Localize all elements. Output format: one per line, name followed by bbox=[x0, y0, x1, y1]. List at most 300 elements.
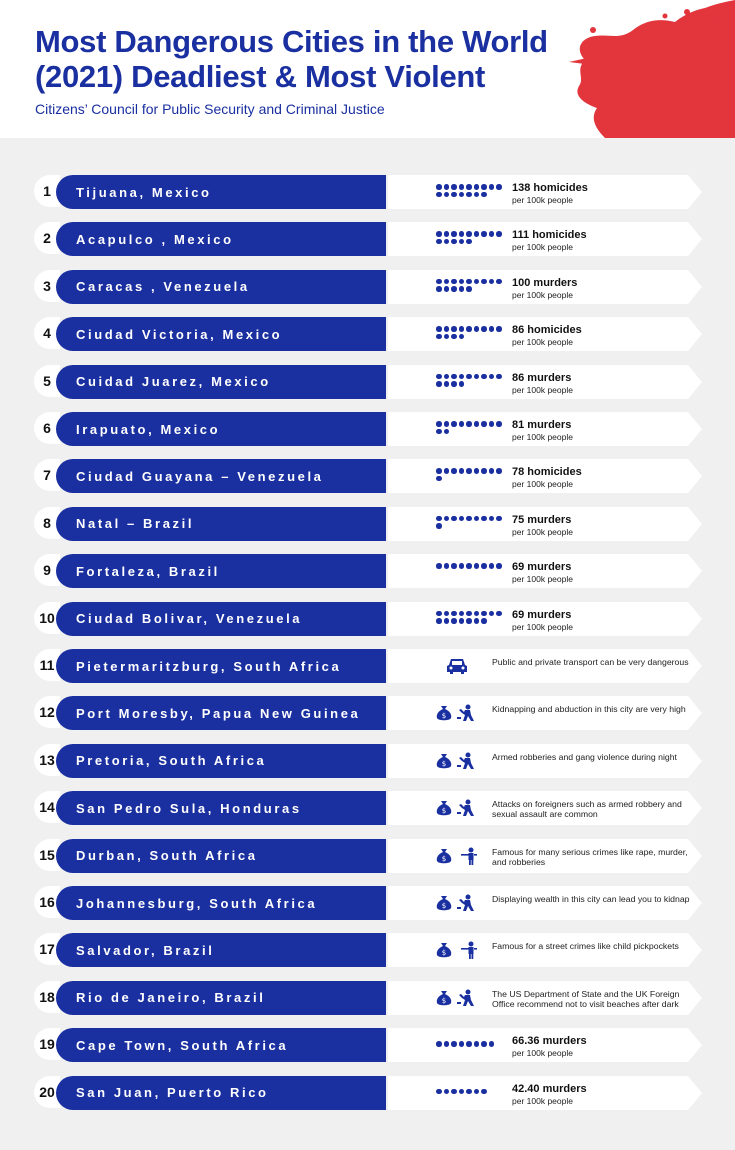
rank-number: 10 bbox=[34, 602, 60, 634]
stat-value: 111 homicides bbox=[512, 229, 587, 242]
city-row bbox=[0, 365, 735, 399]
dot-icon bbox=[436, 523, 442, 529]
dot-icon bbox=[444, 334, 450, 340]
dot-icon bbox=[444, 381, 450, 387]
city-name: Irapuato, Mexico bbox=[76, 421, 221, 437]
info-box-arrow bbox=[688, 1028, 702, 1062]
stat-value: 138 homicides bbox=[512, 182, 588, 194]
rank-number: 2 bbox=[34, 222, 60, 254]
dot-icon bbox=[459, 231, 465, 237]
city-name: Durban, South Africa bbox=[76, 848, 258, 864]
dot-icon bbox=[481, 374, 487, 380]
dot-icon bbox=[496, 279, 502, 285]
page-title: Most Dangerous Cities in the World (2021) Deadliest & Most Violent bbox=[35, 24, 548, 94]
crime-icons bbox=[436, 752, 476, 775]
city-row bbox=[0, 886, 735, 920]
dot-icon bbox=[459, 468, 465, 474]
dot-icon bbox=[451, 279, 457, 285]
dot-rating bbox=[436, 1089, 502, 1095]
rank-number: 12 bbox=[34, 696, 60, 728]
dot-icon bbox=[466, 1041, 472, 1047]
city-row bbox=[0, 933, 735, 967]
info-box-arrow bbox=[688, 317, 702, 351]
dot-icon bbox=[496, 184, 502, 190]
blood-splatter-icon bbox=[565, 0, 735, 138]
dot-icon bbox=[459, 516, 465, 522]
city-name: Tijuana, Mexico bbox=[76, 184, 212, 200]
dot-icon bbox=[436, 429, 442, 435]
dot-icon bbox=[474, 516, 480, 522]
city-bar bbox=[56, 886, 386, 920]
dot-rating bbox=[436, 184, 502, 197]
danger-note: Public and private transport can be very dangerous bbox=[492, 657, 689, 667]
danger-note: Armed robberies and gang violence during night bbox=[492, 751, 677, 762]
dot-icon bbox=[474, 468, 480, 474]
stat-unit: per 100k people bbox=[512, 289, 573, 300]
svg-text:$: $ bbox=[441, 949, 447, 958]
dot-icon bbox=[474, 563, 480, 569]
city-bar bbox=[56, 175, 386, 209]
info-box-arrow bbox=[688, 222, 702, 256]
money-bag-icon bbox=[436, 847, 452, 870]
dot-icon bbox=[466, 421, 472, 427]
dot-icon bbox=[436, 231, 442, 237]
svg-text:$: $ bbox=[441, 712, 447, 721]
dot-icon bbox=[459, 326, 465, 332]
dot-icon bbox=[444, 429, 450, 435]
dot-icon bbox=[466, 279, 472, 285]
city-row bbox=[0, 554, 735, 588]
robber-icon bbox=[456, 752, 476, 775]
dot-icon bbox=[451, 611, 457, 617]
dot-icon bbox=[474, 279, 480, 285]
city-row bbox=[0, 175, 735, 209]
city-bar bbox=[56, 791, 386, 825]
dot-icon bbox=[466, 231, 472, 237]
dot-icon bbox=[466, 184, 472, 190]
rank-number: 18 bbox=[34, 981, 60, 1013]
info-box-arrow bbox=[688, 365, 702, 399]
dot-icon bbox=[459, 184, 465, 190]
dot-icon bbox=[466, 611, 472, 617]
robber-icon bbox=[456, 894, 476, 917]
crime-icons bbox=[446, 657, 468, 680]
dot-icon bbox=[444, 184, 450, 190]
money-bag-icon bbox=[436, 799, 452, 822]
dot-icon bbox=[481, 421, 487, 427]
stat-value: 69 murders bbox=[512, 561, 572, 574]
page-subtitle: Citizens’ Council for Public Security and Criminal Justice bbox=[35, 101, 385, 117]
dot-icon bbox=[451, 618, 457, 624]
dot-icon bbox=[496, 516, 502, 522]
dot-icon bbox=[489, 611, 495, 617]
city-name: Ciudad Guayana – Venezuela bbox=[76, 468, 324, 484]
dot-icon bbox=[451, 421, 457, 427]
crime-icons bbox=[436, 704, 476, 727]
city-row bbox=[0, 839, 735, 873]
dot-icon bbox=[496, 468, 502, 474]
city-name: Rio de Janeiro, Brazil bbox=[76, 990, 266, 1006]
rank-number: 20 bbox=[34, 1076, 60, 1108]
stat-unit: per 100k people bbox=[512, 526, 573, 537]
dot-icon bbox=[436, 374, 442, 380]
info-box-arrow bbox=[688, 459, 702, 493]
rank-number: 16 bbox=[34, 886, 60, 918]
info-box-arrow bbox=[688, 1076, 702, 1110]
dot-icon bbox=[474, 611, 480, 617]
dot-icon bbox=[459, 618, 465, 624]
dot-icon bbox=[459, 334, 465, 340]
dot-icon bbox=[436, 618, 442, 624]
danger-note: Displaying wealth in this city can lead you to kidnap bbox=[492, 894, 690, 904]
stat-value: 42.40 murders bbox=[512, 1082, 587, 1095]
dot-icon bbox=[489, 374, 495, 380]
dot-icon bbox=[466, 563, 472, 569]
dot-icon bbox=[436, 286, 442, 292]
stat-unit: per 100k people bbox=[512, 574, 573, 585]
dot-icon bbox=[496, 611, 502, 617]
dot-rating bbox=[436, 279, 502, 292]
dot-icon bbox=[459, 611, 465, 617]
rank-number: 8 bbox=[34, 507, 60, 539]
dot-icon bbox=[436, 334, 442, 340]
rank-number: 6 bbox=[34, 412, 60, 444]
dot-icon bbox=[459, 286, 465, 292]
dot-icon bbox=[436, 184, 442, 190]
dot-icon bbox=[466, 192, 472, 198]
money-bag-icon bbox=[436, 752, 452, 775]
dot-icon bbox=[459, 374, 465, 380]
dot-icon bbox=[466, 1089, 472, 1095]
dot-icon bbox=[436, 563, 442, 569]
danger-note: The US Department of State and the UK Foreign Office recommend not to visit beaches after dark bbox=[492, 988, 680, 1009]
dot-rating bbox=[436, 563, 502, 569]
dot-icon bbox=[481, 468, 487, 474]
city-bar bbox=[56, 507, 386, 541]
rank-number: 17 bbox=[34, 933, 60, 965]
dot-icon bbox=[451, 1089, 457, 1095]
stat-value: 66.36 murders bbox=[512, 1035, 587, 1048]
stat-unit: per 100k people bbox=[512, 432, 573, 442]
dot-icon bbox=[459, 1041, 465, 1047]
svg-text:$: $ bbox=[441, 996, 447, 1005]
city-row bbox=[0, 270, 735, 304]
stat-value: 78 homicides bbox=[512, 466, 582, 479]
stat-unit: per 100k people bbox=[512, 1095, 573, 1106]
dot-icon bbox=[481, 618, 487, 624]
crime-icons bbox=[436, 894, 476, 917]
dot-icon bbox=[481, 231, 487, 237]
dot-icon bbox=[436, 381, 442, 387]
dot-icon bbox=[474, 618, 480, 624]
city-name: Natal – Brazil bbox=[76, 516, 195, 532]
rank-number: 7 bbox=[34, 459, 60, 491]
city-bar bbox=[56, 459, 386, 493]
svg-text:$: $ bbox=[441, 854, 447, 863]
dot-icon bbox=[459, 239, 465, 245]
dot-icon bbox=[444, 563, 450, 569]
rank-number: 1 bbox=[34, 175, 60, 207]
dot-icon bbox=[451, 192, 457, 198]
city-name: Cape Town, South Africa bbox=[76, 1037, 289, 1053]
dot-icon bbox=[436, 468, 442, 474]
dot-icon bbox=[451, 1041, 457, 1047]
dot-icon bbox=[444, 374, 450, 380]
city-bar bbox=[56, 933, 386, 967]
dot-icon bbox=[496, 326, 502, 332]
stat-value: 86 murders bbox=[512, 371, 572, 384]
dot-icon bbox=[444, 611, 450, 617]
robber-icon bbox=[456, 799, 476, 822]
crime-icons bbox=[436, 989, 476, 1012]
dot-icon bbox=[444, 239, 450, 245]
city-bar bbox=[56, 412, 386, 446]
dot-icon bbox=[436, 279, 442, 285]
city-name: Caracas , Venezuela bbox=[76, 279, 250, 295]
crime-icons bbox=[436, 799, 476, 822]
svg-text:$: $ bbox=[441, 902, 447, 910]
city-name: Pretoria, South Africa bbox=[76, 753, 267, 769]
dot-rating bbox=[436, 468, 502, 481]
dot-icon bbox=[489, 516, 495, 522]
dot-icon bbox=[451, 468, 457, 474]
robbery-icon bbox=[456, 941, 478, 964]
dot-icon bbox=[489, 563, 495, 569]
dot-icon bbox=[451, 563, 457, 569]
dot-icon bbox=[466, 239, 472, 245]
info-box-arrow bbox=[688, 554, 702, 588]
dot-icon bbox=[436, 326, 442, 332]
dot-icon bbox=[489, 231, 495, 237]
city-row bbox=[0, 696, 735, 730]
city-name: Cuidad Juarez, Mexico bbox=[76, 374, 271, 390]
city-bar bbox=[56, 744, 386, 778]
dot-icon bbox=[451, 239, 457, 245]
dot-icon bbox=[496, 374, 502, 380]
robbery-icon bbox=[456, 847, 478, 870]
dot-icon bbox=[459, 1089, 465, 1095]
dot-icon bbox=[451, 184, 457, 190]
city-name: San Pedro Sula, Honduras bbox=[76, 800, 302, 816]
stat-unit: per 100k people bbox=[512, 384, 573, 395]
city-bar bbox=[56, 981, 386, 1015]
dot-icon bbox=[444, 326, 450, 332]
dot-icon bbox=[451, 286, 457, 292]
dot-rating bbox=[436, 516, 502, 529]
dot-rating bbox=[436, 421, 502, 434]
crime-icons bbox=[436, 941, 478, 964]
dot-rating bbox=[436, 374, 502, 387]
car-icon bbox=[446, 657, 468, 680]
stat-value: 100 murders bbox=[512, 276, 578, 289]
stat-unit: per 100k people bbox=[512, 337, 573, 348]
dot-icon bbox=[481, 516, 487, 522]
dot-rating bbox=[436, 326, 502, 339]
dot-icon bbox=[466, 618, 472, 624]
city-name: Ciudad Bolivar, Venezuela bbox=[76, 611, 303, 627]
city-name: Acapulco , Mexico bbox=[76, 231, 234, 247]
dot-icon bbox=[444, 279, 450, 285]
money-bag-icon bbox=[436, 704, 452, 727]
city-row bbox=[0, 412, 735, 446]
rank-number: 9 bbox=[34, 554, 60, 586]
dot-icon bbox=[466, 326, 472, 332]
city-name: Port Moresby, Papua New Guinea bbox=[76, 705, 361, 721]
dot-icon bbox=[459, 192, 465, 198]
dot-icon bbox=[474, 192, 480, 198]
dot-icon bbox=[466, 468, 472, 474]
header bbox=[0, 0, 735, 138]
dot-icon bbox=[489, 421, 495, 427]
dot-icon bbox=[466, 374, 472, 380]
danger-note: Attacks on foreigners such as armed robbery and sexual assault are common bbox=[492, 799, 682, 820]
svg-text:$: $ bbox=[441, 759, 447, 768]
dot-icon bbox=[489, 326, 495, 332]
stat-value: 86 homicides bbox=[512, 324, 582, 337]
city-row bbox=[0, 222, 735, 256]
dot-icon bbox=[489, 1041, 495, 1047]
city-row bbox=[0, 1028, 735, 1062]
city-row bbox=[0, 602, 735, 636]
danger-note: Kidnapping and abduction in this city are very high bbox=[492, 704, 686, 715]
city-name: Johannesburg, South Africa bbox=[76, 895, 318, 911]
city-name: Ciudad Victoria, Mexico bbox=[76, 326, 283, 342]
city-name: Fortaleza, Brazil bbox=[76, 563, 220, 579]
city-name: Salvador, Brazil bbox=[76, 942, 215, 958]
dot-icon bbox=[451, 334, 457, 340]
danger-note: Famous for many serious crimes like rape, murder, and robberies bbox=[492, 846, 688, 867]
city-bar bbox=[56, 554, 386, 588]
city-bar bbox=[56, 365, 386, 399]
dot-icon bbox=[444, 192, 450, 198]
city-row bbox=[0, 317, 735, 351]
dot-icon bbox=[496, 563, 502, 569]
dot-icon bbox=[444, 618, 450, 624]
city-name: San Juan, Puerto Rico bbox=[76, 1085, 269, 1101]
dot-icon bbox=[481, 279, 487, 285]
crime-icons bbox=[436, 847, 478, 870]
stat-unit: per 100k people bbox=[512, 621, 573, 632]
dot-icon bbox=[436, 476, 442, 482]
dot-icon bbox=[474, 374, 480, 380]
dot-icon bbox=[496, 421, 502, 427]
dot-icon bbox=[466, 286, 472, 292]
info-box-arrow bbox=[688, 602, 702, 636]
city-bar bbox=[56, 602, 386, 636]
info-box-arrow bbox=[688, 175, 702, 209]
dot-icon bbox=[481, 563, 487, 569]
money-bag-icon bbox=[436, 989, 452, 1012]
dot-icon bbox=[436, 192, 442, 198]
city-bar bbox=[56, 1028, 386, 1062]
info-box-arrow bbox=[688, 507, 702, 541]
dot-icon bbox=[481, 184, 487, 190]
dot-icon bbox=[489, 468, 495, 474]
svg-text:$: $ bbox=[441, 807, 447, 816]
dot-icon bbox=[451, 381, 457, 387]
dot-icon bbox=[489, 184, 495, 190]
dot-icon bbox=[489, 279, 495, 285]
stat-unit: per 100k people bbox=[512, 1048, 573, 1059]
dot-icon bbox=[444, 468, 450, 474]
dot-icon bbox=[474, 1089, 480, 1095]
info-box-arrow bbox=[688, 412, 702, 446]
dot-icon bbox=[474, 421, 480, 427]
stat-value: 75 murders bbox=[512, 513, 572, 526]
stat-unit: per 100k people bbox=[512, 479, 573, 490]
dot-icon bbox=[444, 421, 450, 427]
rank-number: 13 bbox=[34, 744, 60, 776]
city-bar bbox=[56, 839, 386, 873]
city-bar bbox=[56, 649, 386, 683]
city-row bbox=[0, 459, 735, 493]
dot-icon bbox=[436, 516, 442, 522]
city-bar bbox=[56, 270, 386, 304]
robber-icon bbox=[456, 704, 476, 727]
info-box-arrow bbox=[688, 270, 702, 304]
stat-unit: per 100k people bbox=[512, 242, 573, 253]
dot-icon bbox=[436, 1089, 442, 1095]
city-row bbox=[0, 981, 735, 1015]
city-bar bbox=[56, 1076, 386, 1110]
city-bar bbox=[56, 696, 386, 730]
dot-rating bbox=[436, 611, 502, 624]
dot-icon bbox=[444, 286, 450, 292]
dot-icon bbox=[474, 1041, 480, 1047]
dot-icon bbox=[444, 516, 450, 522]
rank-number: 11 bbox=[34, 649, 60, 681]
dot-icon bbox=[451, 374, 457, 380]
dot-icon bbox=[474, 184, 480, 190]
city-bar bbox=[56, 222, 386, 256]
dot-icon bbox=[496, 231, 502, 237]
money-bag-icon bbox=[436, 941, 452, 964]
city-row bbox=[0, 791, 735, 825]
dot-rating bbox=[436, 1041, 502, 1047]
city-bar bbox=[56, 317, 386, 351]
rank-number: 4 bbox=[34, 317, 60, 349]
city-row bbox=[0, 1076, 735, 1110]
stat-unit: per 100k people bbox=[512, 195, 573, 205]
dot-icon bbox=[481, 192, 487, 198]
dot-icon bbox=[459, 381, 465, 387]
dot-icon bbox=[459, 421, 465, 427]
city-name: Pietermaritzburg, South Africa bbox=[76, 658, 342, 674]
dot-icon bbox=[436, 239, 442, 245]
rank-number: 5 bbox=[34, 365, 60, 397]
robber-icon bbox=[456, 989, 476, 1012]
rank-number: 3 bbox=[34, 270, 60, 302]
dot-icon bbox=[459, 563, 465, 569]
dot-icon bbox=[451, 231, 457, 237]
rank-number: 14 bbox=[34, 791, 60, 823]
city-row bbox=[0, 744, 735, 778]
city-row bbox=[0, 507, 735, 541]
dot-icon bbox=[436, 1041, 442, 1047]
stat-value: 69 murders bbox=[512, 608, 572, 621]
dot-icon bbox=[444, 231, 450, 237]
dot-icon bbox=[481, 1089, 487, 1095]
rank-number: 15 bbox=[34, 839, 60, 871]
dot-icon bbox=[451, 516, 457, 522]
dot-icon bbox=[444, 1089, 450, 1095]
dot-icon bbox=[481, 611, 487, 617]
dot-icon bbox=[459, 279, 465, 285]
dot-icon bbox=[436, 421, 442, 427]
dot-icon bbox=[436, 611, 442, 617]
dot-icon bbox=[451, 326, 457, 332]
dot-rating bbox=[436, 231, 502, 244]
